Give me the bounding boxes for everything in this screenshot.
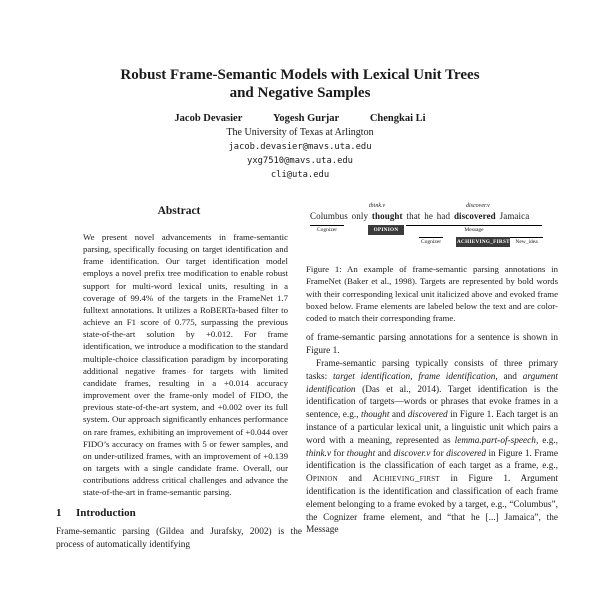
author-emails (0, 140, 600, 182)
frame-box-opinion: OPINION (368, 225, 404, 235)
body-paragraph: Frame-semantic parsing typically consists of three primary tasks: target identification, frame identification, and argument identification (Das et al., 2014). Target identification is the identification of targets—words or phrases that evoke frames in a sentence, e.g., thought and discovered in Figure 1. Each target is an instance of a particular lexical unit, a linguistic unit which pairs a word with a meaning, represented as lemma.part-of-speech, e.g., think.v for thought and discover.v for discovered in Figure 1. Frame identification is the classification of each target as a frame, e.g., Opinion and Achieving_first in Figure 1. Argument identification is the identification and classification of each frame element belonging to a frame evoked by a target, e.g., “Columbus”, the Cognizer frame element, and “that he [...] Jamaica”, the Message (306, 359, 558, 536)
paper-title-line1: Robust Frame-Semantic Models with Lexical Unit Trees (120, 67, 480, 83)
section-heading-introduction (56, 507, 302, 519)
figure-1 (306, 204, 558, 254)
paper-title (0, 66, 600, 102)
email-address: cli@uta.edu (270, 170, 330, 180)
frame-box-achieving-first: ACHIEVING_FIRST (457, 239, 510, 245)
figure-sentence: Columbus only thought that he had discovered Jamaica (310, 211, 530, 221)
paper-header (0, 66, 600, 182)
frame-element-cognizer: Cognizer (420, 239, 442, 245)
figure-caption: Figure 1: An example of frame-semantic parsing annotations in FrameNet (Baker et al., 1998). Targets are represented by bold words with their corresponding lexical unit italicized above and evoked frame boxed below. Frame elements are labeled below the text and are color-coded to match their corresponding frame. (306, 264, 558, 324)
section-title: Introduction (76, 507, 136, 520)
affiliation: The University of Texas at Arlington (226, 127, 374, 138)
introduction-paragraph: Frame-semantic parsing (Gildea and Jurafsky, 2002) is the process of automatically identifying (56, 527, 302, 551)
body-paragraph: of frame-semantic parsing annotations for a sentence is shown in Figure 1. (306, 333, 558, 357)
abstract-text: We present novel advancements in frame-semantic parsing, specifically focusing on target identification and frame identification. Our target identification model employs a novel prefix tree modification to enable robust support for multi-word lexical units, resulting in a coverage of 99.4% of the targets in the FrameNet 1.7 fulltext annotations. It utilizes a RoBERTa-based filter to achieve an F1 score of 0.775, surpassing the previous state-of-the-art solution by +0.012. For frame identification, we introduce a modification to the standard multiple-choice classification paradigm by incorporating additional negative frames for targets with limited candidate frames, resulting in a +0.014 accuracy improvement over the frame-only model of FIDO, the previous state-of-the-art system, and +0.002 over its full system. Our approach significantly enhances performance on rare frames, exhibiting an improvement of +0.044 over FIDO’s accuracy on frames with 5 or fewer samples, and on under-utilized frames, with an improvement of +0.139 on targets with a single candidate frame. Overall, our contributions address critical challenges and advance the state-of-the-art in frame-semantic parsing. (83, 232, 288, 498)
email-address: yxg7510@mavs.uta.edu (247, 156, 353, 166)
section-number: 1 (56, 507, 62, 520)
paper-title-line2: and Negative Samples (229, 85, 371, 101)
abstract-heading: Abstract (157, 205, 201, 217)
author-name: Chengkai Li (369, 113, 426, 124)
left-column (56, 200, 302, 552)
right-column (306, 200, 558, 537)
authors-row (0, 113, 600, 124)
lexical-unit-label: think.v (369, 203, 386, 209)
frame-element-message: Message (406, 225, 542, 234)
author-name: Yogesh Gurjar (273, 113, 340, 124)
frame-element-new-idea: New_idea (510, 237, 543, 246)
email-address: jacob.devasier@mavs.uta.edu (228, 142, 372, 152)
lexical-unit-label: discover.v (466, 203, 490, 209)
author-name: Jacob Devasier (174, 113, 243, 124)
frame-element-cognizer: Cognizer (310, 225, 344, 234)
